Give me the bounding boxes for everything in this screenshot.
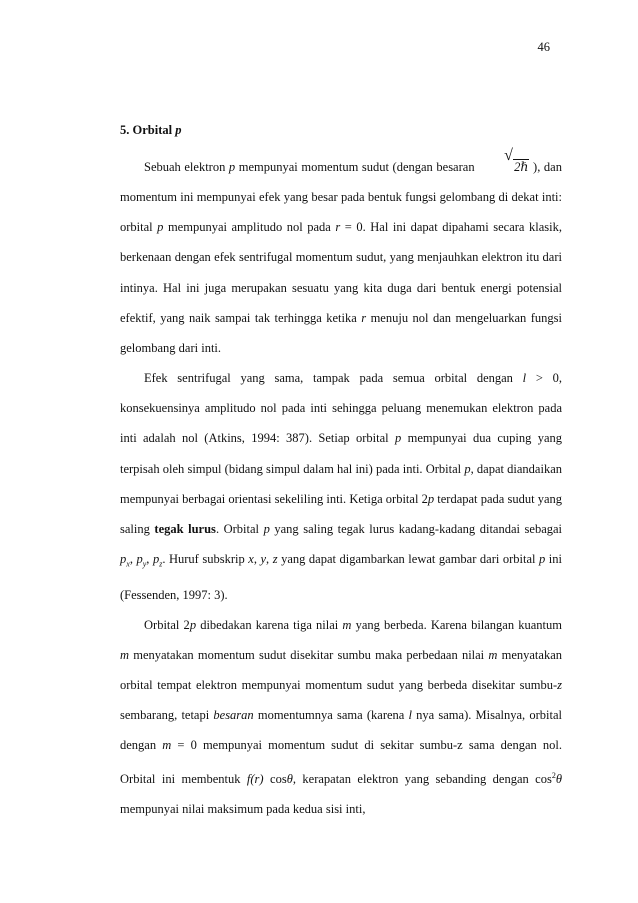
sqrt-2-hbar: √ 2ℏ: [504, 147, 529, 174]
paragraph-1: Sebuah elektron p mempunyai momentum sudut (dengan besaran √ 2ℏ ), dan momentum ini mempunyai efek yang besar pada bentuk fungsi gelombang di dekat inti: orbital p mempunyai amplitudo nol pada r = 0. Hal ini dapat dipahami secara klasik, berkenaan dengan efek sentrifugal momentum sudut, yang menjauhkan elektron itu dari intinya. Hal ini juga merupakan sesuatu yang kita duga dari bentuk energi potensial efektif, yang naik sampai tak terhingga ketika r menuju nol dan mengeluarkan fungsi gelombang dari inti.: [120, 147, 562, 355]
paragraph-3: Orbital 2p dibedakan karena tiga nilai m yang berbeda. Karena bilangan kuantum m menyatakan momentum sudut disekitar sumbu maka perbedaan nilai m menyatakan orbital tempat elektron mempunyai momentum sudut yang berbeda disekitar sumbu-z sembarang, tetapi besaran momentumnya sama (karena l nya sama). Misalnya, orbital dengan m = 0 mempunyai momentum sudut di sekitar sumbu-z sama dengan nol. Orbital ini membentuk f(r) cosθ, kerapatan elektron yang sebanding dengan $\cos^2\theta$ mempunyai nilai maksimum pada kedua sisi inti,: [120, 617, 563, 816]
section-heading: 5. Orbital p: [120, 123, 182, 137]
page-number: 46: [537, 40, 550, 54]
body-text: [120, 147, 563, 824]
paragraph-2: Efek sentrifugal yang sama, tampak pada semua orbital dengan l > 0, konsekuensinya amplitudo nol pada inti sehingga peluang menemukan elektron pada inti adalah nol (Atkins, 1994: 387). Setiap orbital p mempunyai dua cuping yang terpisah oleh simpul (bidang simpul dalam hal ini) pada inti. Orbital p, dapat diandaikan mempunyai berbagai orientasi sekeliling inti. Ketiga orbital 2p terdapat pada sudut yang saling tegak lurus. Orbital p yang saling tegak lurus kadang-kadang ditandai sebagai $p_x$, $p_y$, $p_z$. Huruf subskrip x, y, z yang dapat digambarkan lewat gambar dari orbital p ini (Fessenden, 1997: 3).: [120, 371, 563, 602]
